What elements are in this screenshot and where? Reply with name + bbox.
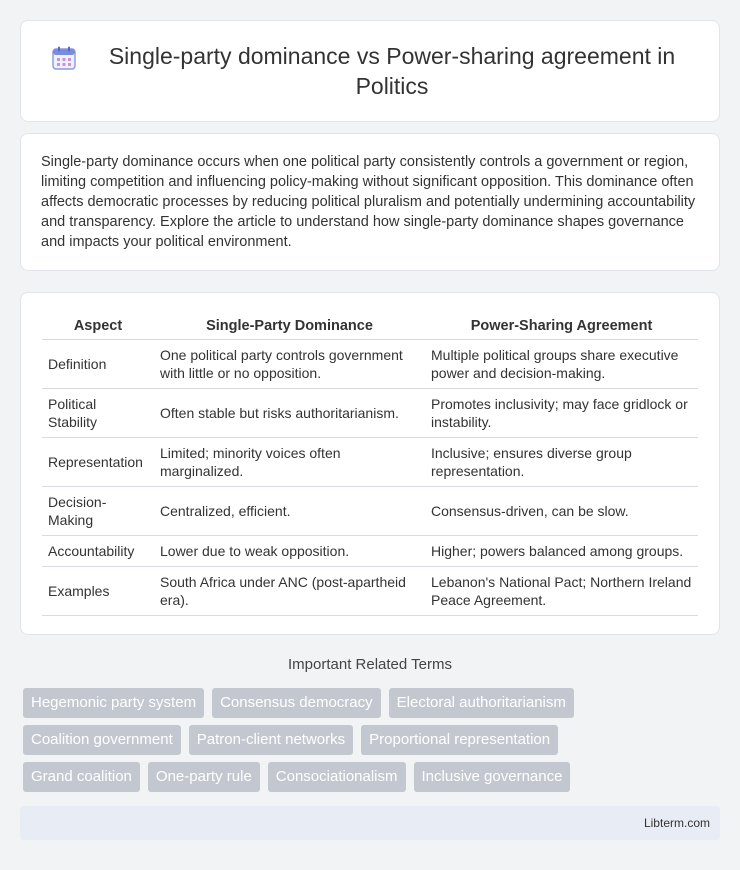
table-row (42, 389, 698, 438)
tag-patron-client-networks[interactable]: Patron-client networks (189, 725, 353, 755)
row-power-sharing: Inclusive; ensures diverse group representation. (425, 438, 698, 487)
page-title: Single-party dominance vs Power-sharing agreement in Politics (108, 43, 676, 99)
tag-row (23, 725, 723, 755)
row-single-party: Centralized, efficient. (154, 487, 425, 536)
comparison-table (42, 313, 698, 616)
footer-site-link[interactable]: Libterm.com (643, 816, 710, 830)
row-aspect: Decision-Making (42, 487, 154, 536)
tag-hegemonic-party-system[interactable]: Hegemonic party system (23, 688, 204, 718)
row-power-sharing: Lebanon's National Pact; Northern Ireland Peace Agreement. (425, 567, 698, 616)
table-row (42, 536, 698, 567)
calendar-icon (51, 45, 77, 71)
row-single-party: South Africa under ANC (post-apartheid era). (154, 567, 425, 616)
intro-text: Single-party dominance occurs when one political party consistently controls a government or region, limiting competition and influencing policy-making without significant opposition. This dominance often affects democratic processes by reducing political pluralism and potentially undermining accountability and transparency. Explore the article to understand how single-party dominance shapes governance and impacts your political environment. (41, 154, 696, 250)
tag-row (23, 762, 723, 792)
table-header-row (42, 313, 698, 340)
tag-row (23, 688, 723, 718)
related-terms-heading: Important Related Terms (288, 656, 452, 673)
tag-inclusive-governance[interactable]: Inclusive governance (414, 762, 571, 792)
row-aspect: Definition (42, 340, 154, 389)
header-aspect: Aspect (42, 313, 154, 340)
row-power-sharing: Higher; powers balanced among groups. (425, 536, 698, 567)
row-aspect: Representation (42, 438, 154, 487)
tag-coalition-government[interactable]: Coalition government (23, 725, 181, 755)
row-power-sharing: Promotes inclusivity; may face gridlock or instability. (425, 389, 698, 438)
row-single-party: Lower due to weak opposition. (154, 536, 425, 567)
row-single-party: Often stable but risks authoritarianism. (154, 389, 425, 438)
table-row (42, 438, 698, 487)
comparison-card (20, 292, 720, 635)
tag-consociationalism[interactable]: Consociationalism (268, 762, 406, 792)
tag-electoral-authoritarianism[interactable]: Electoral authoritarianism (389, 688, 574, 718)
header-single-party: Single-Party Dominance (154, 313, 425, 340)
tag-proportional-representation[interactable]: Proportional representation (361, 725, 558, 755)
row-single-party: Limited; minority voices often marginalized. (154, 438, 425, 487)
table-row (42, 340, 698, 389)
row-aspect: Political Stability (42, 389, 154, 438)
footer (20, 806, 720, 840)
tag-consensus-democracy[interactable]: Consensus democracy (212, 688, 381, 718)
tag-one-party-rule[interactable]: One-party rule (148, 762, 260, 792)
intro-card (20, 133, 720, 271)
tag-grand-coalition[interactable]: Grand coalition (23, 762, 140, 792)
row-power-sharing: Multiple political groups share executive power and decision-making. (425, 340, 698, 389)
table-row (42, 487, 698, 536)
table-row (42, 567, 698, 616)
header-power-sharing: Power-Sharing Agreement (425, 313, 698, 340)
row-aspect: Examples (42, 567, 154, 616)
row-power-sharing: Consensus-driven, can be slow. (425, 487, 698, 536)
related-terms (23, 688, 723, 799)
row-single-party: One political party controls government with little or no opposition. (154, 340, 425, 389)
title-card (20, 20, 720, 122)
row-aspect: Accountability (42, 536, 154, 567)
